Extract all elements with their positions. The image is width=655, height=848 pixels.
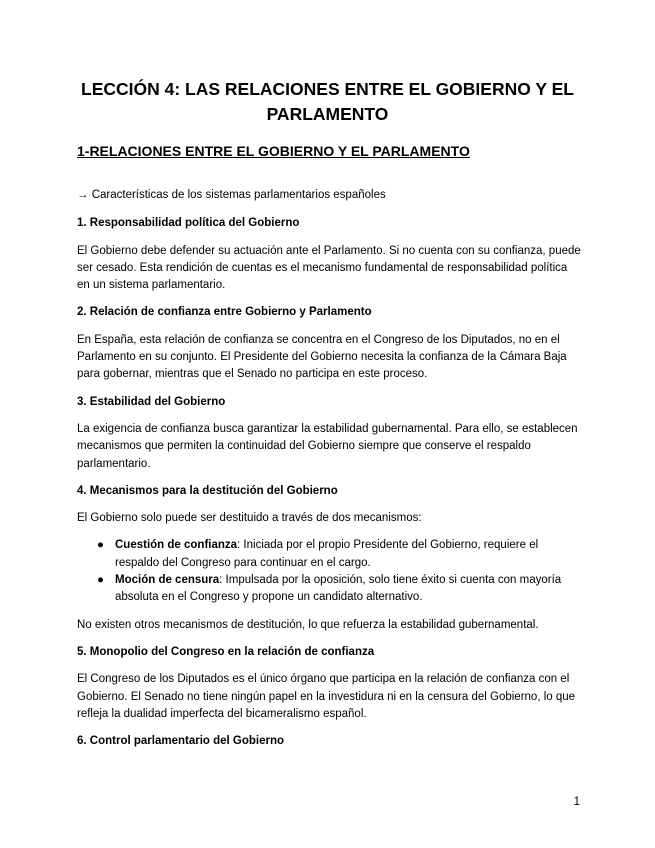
list-item-term: Moción de censura bbox=[115, 574, 220, 587]
bullet-icon: ● bbox=[97, 574, 104, 587]
document-title: LECCIÓN 4: LAS RELACIONES ENTRE EL GOBIERNO Y EL PARLAMENTO bbox=[81, 79, 574, 124]
subsection-heading-2: 2. Relación de confianza entre Gobierno y Parlamento bbox=[77, 306, 372, 319]
list-item bbox=[77, 537, 582, 572]
page-number: 1 bbox=[573, 796, 580, 808]
subsection-body-4: El Gobierno solo puede ser destituido a través de dos mecanismos: bbox=[77, 512, 422, 525]
subsection-heading-3: 3. Estabilidad del Gobierno bbox=[77, 395, 226, 408]
list-item-text: : Iniciada por el propio Presidente del Gobierno, requiere el respaldo del Congreso para continuar en el cargo. bbox=[115, 539, 539, 569]
intro-line: → Características de los sistemas parlamentarios españoles bbox=[77, 189, 386, 201]
subsection-body-1: El Gobierno debe defender su actuación ante el Parlamento. Si no cuenta con su confianza, puede ser cesado. Esta rendición de cuentas es el mecanismo fundamental de responsabilidad política en un sistema parlamentario. bbox=[77, 244, 581, 292]
subsection-closing-4: No existen otros mecanismos de destitución, lo que refuerza la estabilidad gubernamental. bbox=[77, 618, 539, 631]
document-body bbox=[77, 187, 582, 760]
list-item-term: Cuestión de confianza bbox=[115, 539, 238, 552]
list-item bbox=[77, 572, 582, 607]
subsection-heading-4: 4. Mecanismos para la destitución del Gobierno bbox=[77, 484, 338, 497]
section-heading: 1-RELACIONES ENTRE EL GOBIERNO Y EL PARLAMENTO bbox=[77, 143, 470, 159]
subsection-heading-5: 5. Monopolio del Congreso en la relación de confianza bbox=[77, 645, 375, 658]
subsection-heading-1: 1. Responsabilidad política del Gobierno bbox=[77, 217, 300, 230]
bullet-icon: ● bbox=[97, 539, 104, 552]
subsection-body-5: El Congreso de los Diputados es el único órgano que participa en la relación de confianza con el Gobierno. El Senado no tiene ningún papel en la investidura ni en la censura del Gobierno, lo que refleja la dualidad imperfecta del bicameralismo español. bbox=[77, 673, 576, 720]
list-item-text: : Impulsada por la oposición, solo tiene éxito si cuenta con mayoría absoluta en el Congreso y propone un candidato alternativo. bbox=[115, 574, 562, 604]
subsection-body-2: En España, esta relación de confianza se concentra en el Congreso de los Diputados, no en el Parlamento en su conjunto. El Presidente del Gobierno necesita la confianza de la Cámara Baja para gobernar, mientras que el Senado no participa en este proceso. bbox=[77, 333, 567, 381]
mechanisms-list bbox=[77, 537, 582, 606]
subsection-body-3: La exigencia de confianza busca garantizar la estabilidad gubernamental. Para ello, se establecen mecanismos que permiten la continuidad del Gobierno siempre que conserve el respaldo parlamentario. bbox=[77, 422, 578, 470]
subsection-heading-6: 6. Control parlamentario del Gobierno bbox=[77, 735, 285, 748]
